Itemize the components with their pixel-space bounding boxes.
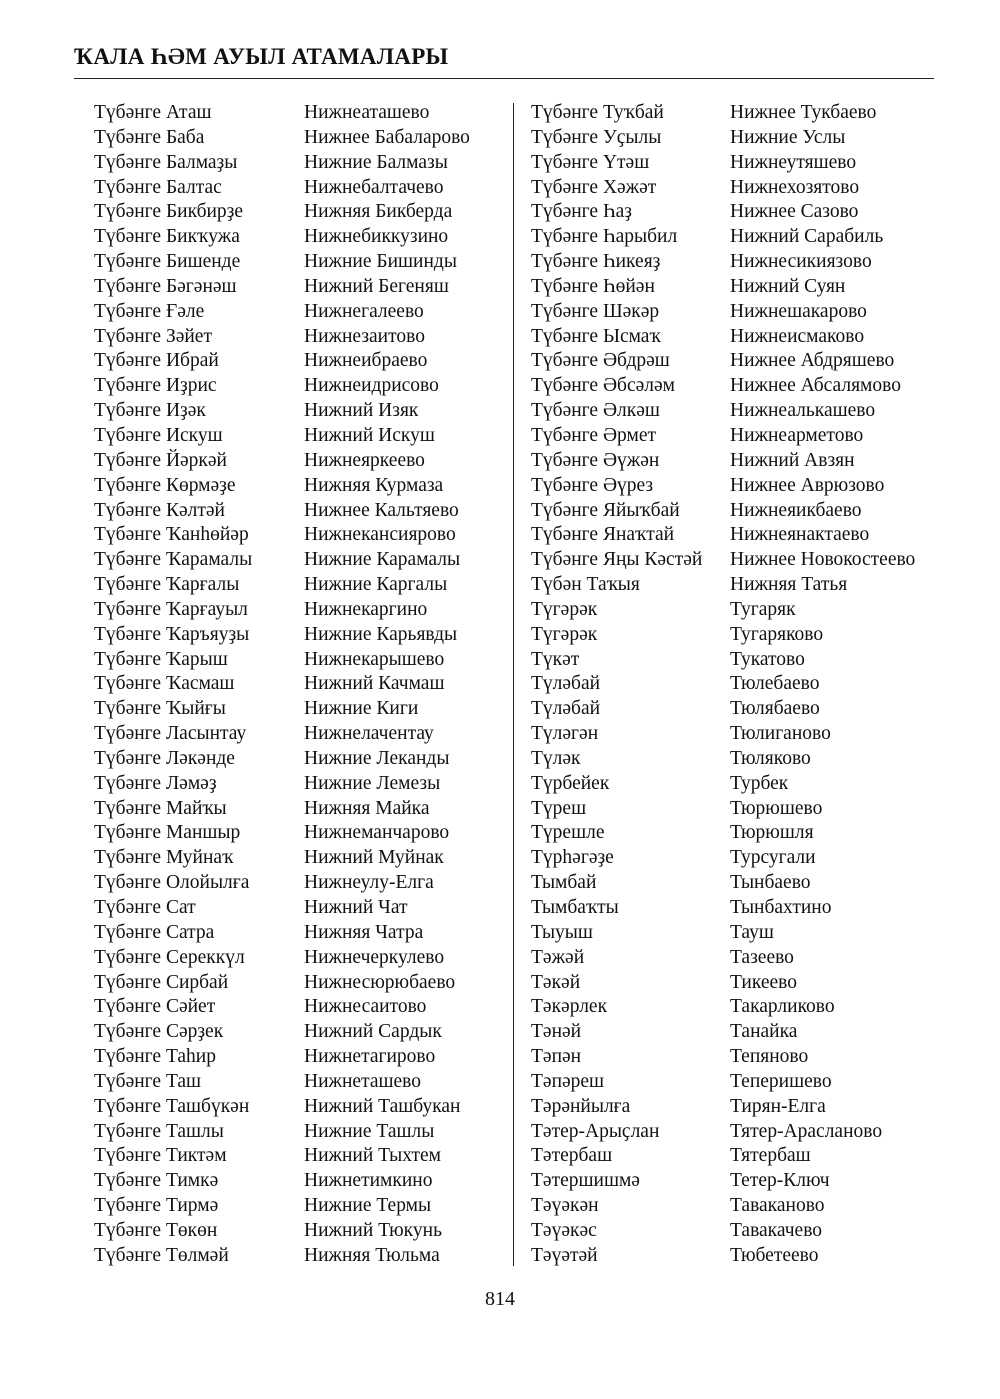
list-item: Түбәнге Ҡаръяуҙы [94, 623, 250, 645]
list-item: Түбәнге Сәрҙек [94, 1021, 224, 1043]
list-item: Түбәнге Бәгәнәш [94, 275, 237, 297]
list-item: Турбек [730, 772, 789, 794]
list-item: Тепяново [730, 1046, 809, 1068]
list-item: Тукатово [730, 648, 805, 670]
list-item: Нижнесикиязово [730, 251, 872, 273]
list-item: Тюрюшля [730, 822, 814, 844]
list-item: Түгәрәк [531, 598, 598, 620]
list-item: Тәүәтәй [531, 1244, 598, 1266]
list-item: Нижнеманчарово [304, 822, 450, 844]
list-item: Түбәнге Тимкә [94, 1170, 219, 1192]
list-item: Түбәнге Ибрай [94, 350, 219, 372]
list-item: Нижний Суян [730, 275, 846, 297]
list-item: Нижнетимкино [304, 1170, 433, 1192]
list-item: Нижнехозятово [730, 176, 860, 198]
list-item: Нижний Сарабиль [730, 226, 884, 248]
list-item: Тюлябаево [730, 698, 820, 720]
list-item: Нижнеутяшево [730, 151, 857, 173]
list-item: Нижняя Курмаза [304, 474, 444, 496]
list-item: Түреш [531, 797, 587, 819]
list-item: Тюбетеево [730, 1244, 819, 1266]
list-item: Нижнее Кальтяево [304, 499, 459, 521]
list-item: Тавакачево [730, 1219, 823, 1241]
list-item: Тикеево [730, 971, 797, 993]
list-item: Нижнегалеево [304, 300, 424, 322]
list-item: Тәтершишмә [531, 1170, 640, 1192]
list-item: Тюлебаево [730, 673, 820, 695]
list-item: Тугаряково [730, 623, 824, 645]
column-divider [513, 103, 514, 1266]
list-item: Түбәнге Сат [94, 897, 196, 918]
list-item: Нижнее Сазово [730, 201, 859, 223]
list-item: Тазеево [730, 946, 794, 968]
list-item: Нижний Тюкунь [304, 1219, 442, 1241]
list-item: Түбәнге Балмаҙы [94, 151, 238, 173]
list-item: Түбәнге Тирмә [94, 1195, 219, 1217]
list-item: Нижнечеркулево [304, 946, 445, 968]
list-item: Нижнебиккузино [304, 226, 449, 248]
list-item: Нижние Бишинды [304, 251, 457, 273]
list-item: Нижние Ташлы [304, 1120, 435, 1142]
list-item: Такарликово [730, 996, 835, 1018]
list-item: Түбәнге Һаҙ [531, 201, 632, 223]
list-item: Түрбейек [531, 772, 610, 794]
list-item: Түбәнге Яйыҡбай [531, 499, 680, 521]
list-item: Түбәнге Ҡарғауыл [94, 598, 248, 620]
list-item: Танайка [730, 1021, 798, 1043]
list-item: Нижнесюрюбаево [304, 971, 456, 993]
list-item: Түбәнге Искуш [94, 424, 223, 446]
list-item: Нижнеулу-Елга [304, 872, 434, 894]
list-item: Нижнее Тукбаево [730, 102, 877, 123]
list-item: Тәкәрлек [531, 996, 608, 1018]
list-item: Түрешле [531, 822, 605, 844]
list-item: Нижняя Тюльма [304, 1244, 440, 1266]
list-item: Нижнее Абдряшево [730, 350, 895, 372]
list-item: Тятер-Арасланово [730, 1120, 883, 1142]
list-item: Түбәнге Әбдрәш [531, 350, 670, 372]
list-item: Нижнеяикбаево [730, 499, 862, 521]
list-item: Түбәнге Маншыр [94, 822, 241, 844]
list-item: Нижние Карамалы [304, 549, 461, 571]
list-item: Тәкәй [531, 971, 581, 993]
list-item: Түбәнге Ҡасмаш [94, 673, 235, 695]
list-item: Тәпәреш [531, 1070, 605, 1092]
list-item: Нижнеалькашево [730, 400, 876, 422]
list-item: Түбәнге Бишенде [94, 251, 241, 273]
column-left-bashkir [94, 101, 252, 1269]
list-item: Нижние Каргалы [304, 574, 448, 596]
list-item: Түбәнге Сирбай [94, 971, 229, 993]
list-item: Түбәнге Ҡанһөйәр [94, 524, 249, 546]
list-item: Нижний Муйнак [304, 847, 444, 869]
list-item: Түбәнге Ласынтау [94, 723, 247, 745]
list-item: Нижнеянактаево [730, 524, 870, 546]
column-left-russian [304, 101, 470, 1269]
list-item: Түбәнге Яңы Кәстәй [531, 549, 703, 571]
column-right-bashkir [531, 101, 702, 1269]
list-item: Түбәнге Төлмәй [94, 1244, 229, 1266]
column-right-russian [730, 101, 915, 1269]
list-item: Нижнее Бабаларово [304, 126, 470, 148]
list-item: Тәнәй [531, 1021, 582, 1043]
list-item: Түбәнге Йәркәй [94, 449, 227, 471]
list-item: Нижняя Бикберда [304, 201, 453, 223]
list-item: Түбәнге Ҡарыш [94, 648, 228, 670]
list-item: Нижний Тыхтем [304, 1145, 441, 1167]
list-item: Нижнеташево [304, 1070, 421, 1092]
list-item: Тыуыш [531, 921, 593, 943]
list-item: Теперишево [730, 1070, 832, 1092]
list-item: Түбәнге Ташбүкән [94, 1095, 250, 1117]
list-item: Тәтер-Арыҫлан [531, 1120, 660, 1142]
list-item: Түбәнге Янаҡтай [531, 524, 675, 546]
page-header [74, 40, 934, 79]
list-item: Түбәнге Таш [94, 1070, 202, 1092]
list-item: Нижний Искуш [304, 424, 435, 446]
list-item: Нижняя Майка [304, 797, 430, 819]
list-item: Түбәнге Үтәш [531, 151, 650, 173]
list-item: Түбәнге Туҡбай [531, 102, 664, 123]
list-item: Нижнеаташево [304, 102, 430, 123]
list-item: Нижние Услы [730, 126, 846, 148]
list-item: Түбәнге Ташлы [94, 1120, 224, 1142]
list-item: Нижний Ташбукан [304, 1095, 461, 1117]
list-item: Нижнеарметово [730, 424, 864, 446]
list-item: Түбәнге Иҙрис [94, 375, 217, 397]
list-item: Түбәнге Әүжән [531, 449, 660, 471]
list-item: Нижнее Абсалямово [730, 375, 901, 397]
list-item: Тятербаш [730, 1145, 811, 1167]
list-item: Түбәнге Зәйет [94, 325, 212, 347]
list-item: Түбәнге Кәлтәй [94, 499, 225, 521]
list-item: Түбәнге Уҫылы [531, 126, 662, 148]
list-item: Тюрюшево [730, 797, 823, 819]
list-item: Таваканово [730, 1195, 825, 1217]
list-item: Нижнекарышево [304, 648, 445, 670]
list-item: Тугаряк [730, 598, 796, 620]
list-item: Нижний Авзян [730, 449, 855, 471]
list-item: Нижние Леканды [304, 747, 450, 769]
list-item: Нижнеидрисово [304, 375, 439, 397]
list-item: Тымбай [531, 872, 597, 894]
list-item: Түбәнге Ғәле [94, 300, 205, 322]
list-item: Түбәнге Әбсәләм [531, 375, 675, 397]
list-item: Нижний Бегеняш [304, 275, 449, 297]
list-item: Нижние Термы [304, 1195, 432, 1217]
list-item: Тәүәкәс [531, 1219, 597, 1241]
list-item: Нижнесаитово [304, 996, 427, 1018]
page-number: 814 [485, 1288, 515, 1310]
list-item: Нижнее Новокостеево [730, 549, 916, 571]
list-item: Түбәнге Сәйет [94, 996, 216, 1018]
list-item: Тымбаҡты [531, 897, 619, 918]
list-item: Нижняя Чатра [304, 921, 424, 943]
list-item: Түбәнге Ысмаҡ [531, 325, 661, 347]
list-item: Нижнеяркеево [304, 449, 425, 471]
list-item: Тауш [730, 921, 774, 943]
list-item: Нижнеисмаково [730, 325, 865, 347]
list-item: Түбән Таҡыя [531, 574, 640, 596]
list-item: Түбәнге Әүрез [531, 474, 654, 496]
list-item: Түбәнге Һарыбил [531, 226, 678, 248]
list-item: Нижнешакарово [730, 300, 867, 322]
list-item: Түбәнге Олойылға [94, 872, 250, 894]
list-item: Түбәнге Һөйән [531, 275, 655, 297]
list-item: Түбәнге Майҡы [94, 797, 227, 819]
list-item: Тюлиганово [730, 723, 831, 745]
list-item: Нижнезаитово [304, 325, 425, 347]
list-item: Түбәнге Хәжәт [531, 176, 657, 198]
list-item: Тетер-Ключ [730, 1170, 830, 1192]
list-item: Түләк [531, 747, 581, 769]
list-item: Тынбахтино [730, 897, 832, 918]
list-item: Түбәнге Ҡыйғы [94, 698, 226, 720]
list-item: Түбәнге Шәкәр [531, 300, 660, 322]
page-title: ҠАЛА ҺӘМ АУЫЛ АТАМАЛАРЫ [74, 44, 449, 69]
list-item: Нижние Карьявды [304, 623, 458, 645]
list-item: Түбәнге Әлкәш [531, 400, 660, 422]
list-item: Түбәнге Ләкәнде [94, 747, 235, 769]
list-item: Тәүәкән [531, 1195, 599, 1217]
list-item: Нижний Сардык [304, 1021, 442, 1043]
list-item: Тәжәй [531, 946, 585, 968]
list-item: Түбәнге Әрмет [531, 424, 656, 446]
list-item: Түбәнге Ҡарғалы [94, 574, 240, 596]
list-item: Түбәнге Муйнаҡ [94, 847, 234, 869]
list-item: Тирян-Елга [730, 1095, 826, 1117]
list-item: Түләбай [531, 698, 601, 720]
list-item: Түләбай [531, 673, 601, 695]
list-item: Түбәнге Ләмәҙ [94, 772, 217, 794]
list-item: Нижние Киги [304, 698, 419, 720]
list-item: Нижний Качмаш [304, 673, 445, 695]
list-item: Түбәнге Төкөн [94, 1219, 218, 1241]
list-item: Тәрәнйылға [531, 1095, 631, 1117]
list-item: Түбәнге Бикбирҙе [94, 201, 244, 223]
list-item: Нижний Чат [304, 897, 408, 918]
list-item: Нижнебалтачево [304, 176, 444, 198]
list-item: Түрһәгәҙе [531, 847, 614, 869]
list-item: Тынбаево [730, 872, 811, 894]
list-item: Нижнее Аврюзово [730, 474, 885, 496]
list-item: Түбәнге Бикҡужа [94, 226, 240, 248]
list-item: Түбәнге Иҙәк [94, 400, 206, 422]
list-item: Тюляково [730, 747, 811, 769]
list-item: Нижнетагирово [304, 1046, 436, 1068]
list-item: Нижнекаргино [304, 598, 428, 620]
list-item: Түбәнге Аташ [94, 102, 212, 123]
list-item: Түбәнге Сереккүл [94, 946, 245, 968]
list-item: Тәтербаш [531, 1145, 613, 1167]
list-item: Тәпән [531, 1046, 582, 1068]
list-item: Түбәнге Көрмәҙе [94, 474, 236, 496]
list-item: Нижние Лемезы [304, 772, 441, 794]
list-item: Түбәнге Тиктәм [94, 1145, 227, 1167]
list-item: Түкәт [531, 648, 580, 670]
list-item: Түбәнге Балтас [94, 176, 222, 198]
list-item: Түгәрәк [531, 623, 598, 645]
list-item: Түбәнге Ҡарамалы [94, 549, 253, 571]
list-item: Нижний Изяк [304, 400, 419, 422]
list-item: Түбәнге Сатра [94, 921, 215, 943]
list-item: Нижние Балмазы [304, 151, 448, 173]
list-item: Түбәнге Таһир [94, 1046, 216, 1068]
list-item: Нижнекансиярово [304, 524, 456, 546]
list-item: Нижнеибраево [304, 350, 428, 372]
list-item: Нижняя Татья [730, 574, 848, 596]
list-item: Түбәнге Баба [94, 126, 205, 148]
list-item: Түләгән [531, 723, 599, 745]
list-item: Турсугали [730, 847, 816, 869]
list-item: Түбәнге Һикеяҙ [531, 251, 661, 273]
list-item: Нижнелачентау [304, 723, 434, 745]
